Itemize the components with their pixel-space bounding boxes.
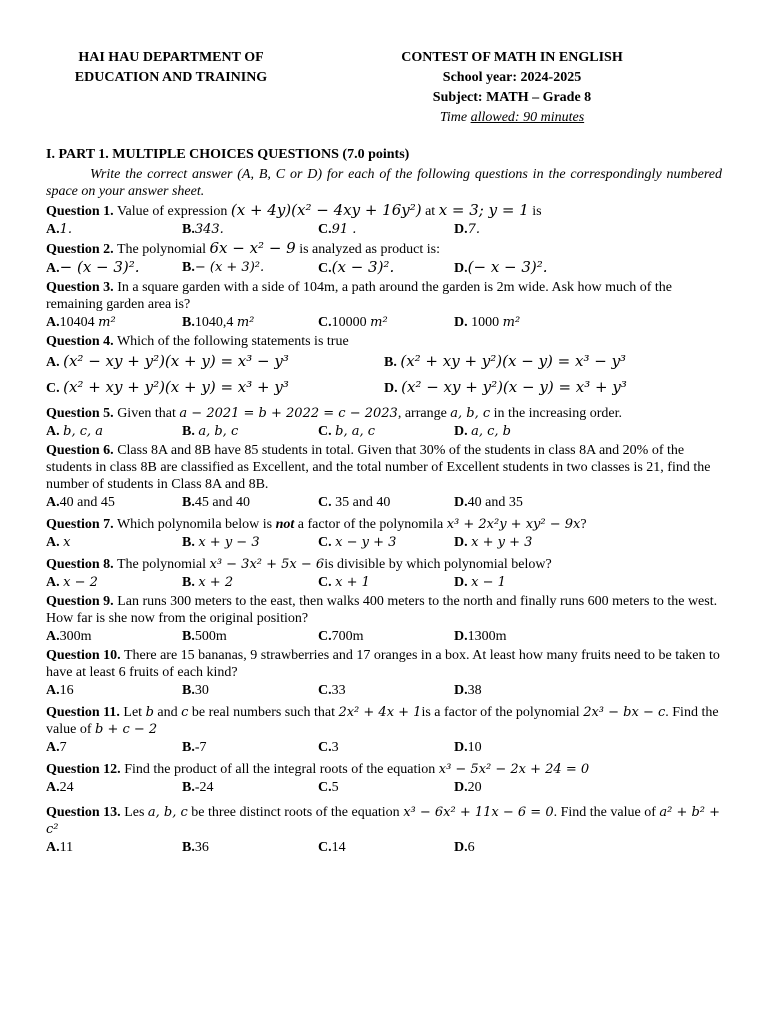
- option-c: [318, 739, 454, 756]
- question-6: [46, 442, 722, 493]
- option-value: x + y + 3: [471, 535, 533, 550]
- option-value: 36: [194, 840, 209, 855]
- option-letter: A.: [46, 222, 60, 237]
- option-letter: A.: [46, 840, 60, 855]
- option-b: [182, 423, 318, 440]
- option-value: (x² + xy + y²)(x + y) = x³ + y³: [63, 378, 289, 396]
- option-value: -7: [194, 740, 207, 755]
- option-letter: A.: [46, 740, 60, 755]
- option-value: 40 and 35: [467, 495, 523, 510]
- options-5: [46, 423, 722, 440]
- option-letter: B.: [182, 740, 195, 755]
- option-value: x: [63, 535, 71, 550]
- option-value: 10: [467, 740, 482, 755]
- option-value: 14: [331, 840, 346, 855]
- question-text: and: [157, 705, 178, 720]
- question-label: Question 4.: [46, 334, 114, 349]
- option-c: [318, 259, 454, 277]
- question-label: Question 13.: [46, 805, 121, 820]
- option-letter: B.: [182, 260, 195, 275]
- question-label: Question 11.: [46, 705, 120, 720]
- question-text: Find the product of all the integral roots of the equation: [124, 762, 436, 777]
- options-8: [46, 574, 722, 591]
- option-letter: C.: [318, 495, 332, 510]
- time-allowed: [352, 108, 672, 128]
- question-7: [46, 516, 722, 533]
- question-text: be real numbers such that: [191, 705, 335, 720]
- option-letter: B.: [182, 840, 195, 855]
- option-value: b, a, c: [335, 424, 376, 439]
- option-value: 24: [59, 780, 74, 795]
- question-4: [46, 333, 722, 350]
- question-text: Value of expression: [116, 204, 228, 219]
- option-letter: D.: [454, 261, 468, 276]
- options-12: [46, 779, 722, 796]
- option-letter: D.: [454, 222, 468, 237]
- department-line-1: HAI HAU DEPARTMENT OF: [78, 50, 264, 65]
- options-6: [46, 494, 722, 511]
- option-letter: A.: [46, 629, 60, 644]
- header-right: [352, 48, 672, 128]
- option-letter: C.: [318, 780, 332, 795]
- option-letter: A.: [46, 355, 60, 370]
- part-title: I. PART 1. MULTIPLE CHOICES QUESTIONS (7.0 points): [46, 147, 410, 162]
- option-letter: B.: [182, 683, 195, 698]
- question-text: in the increasing order.: [493, 406, 622, 421]
- question-text: In a square garden with a side of 104m, a path around the garden is 2m wide. Ask how much of the remaining garden area is?: [46, 280, 672, 312]
- option-value: x + y − 3: [198, 535, 260, 550]
- math-expression: (x + 4y)(x² − 4xy + 16y²): [230, 201, 422, 219]
- question-label: Question 8.: [46, 557, 114, 572]
- option-letter: C.: [318, 315, 332, 330]
- math-expression: a − 2021 = b + 2022 = c − 2023: [179, 406, 398, 421]
- question-text: Lan runs 300 meters to the east, then walks 400 meters to the north and finally runs 600 meters to the west. How far is she now from the original position?: [46, 594, 718, 626]
- option-value: (x − 3)².: [331, 258, 395, 276]
- option-value: 91 .: [331, 222, 357, 237]
- option-letter: B.: [182, 629, 195, 644]
- question-label: Question 12.: [46, 762, 121, 777]
- option-c: [318, 628, 454, 645]
- math-expression: a² + b² + c²: [46, 805, 721, 837]
- option-d: [384, 379, 722, 397]
- option-letter: C.: [46, 381, 60, 396]
- option-letter: D.: [454, 424, 468, 439]
- question-text: a factor of the polynomila: [297, 517, 444, 532]
- option-d: [454, 494, 590, 511]
- option-value: 1040,4: [194, 315, 234, 330]
- option-letter: C.: [318, 629, 332, 644]
- option-value: a, c, b: [471, 424, 512, 439]
- option-a: [46, 574, 182, 591]
- option-b: [182, 494, 318, 511]
- option-c: [318, 682, 454, 699]
- option-value: (x² − xy + y²)(x + y) = x³ − y³: [63, 352, 289, 370]
- option-c: [318, 779, 454, 796]
- question-text: is: [532, 204, 542, 219]
- question-text: The polynomial: [116, 242, 206, 257]
- question-text: . Find the value of: [553, 805, 656, 820]
- option-value: b, c, a: [63, 424, 104, 439]
- math-expression: 2x² + 4x + 1: [338, 705, 422, 720]
- option-unit: m²: [236, 315, 255, 330]
- option-value: 30: [194, 683, 209, 698]
- option-value: 45 and 40: [194, 495, 251, 510]
- option-a: [46, 221, 182, 238]
- option-letter: D.: [454, 495, 468, 510]
- option-letter: C.: [318, 222, 332, 237]
- question-text: is analyzed as product is:: [299, 242, 440, 257]
- option-letter: A.: [46, 261, 60, 276]
- question-5: [46, 405, 722, 422]
- option-b: [182, 628, 318, 645]
- question-text: Let: [123, 705, 143, 720]
- option-a: [46, 423, 182, 440]
- option-unit: m²: [98, 315, 116, 330]
- option-letter: A.: [46, 495, 60, 510]
- options-10: [46, 682, 722, 699]
- school-year: School year: 2024-2025: [442, 70, 582, 85]
- option-value: x − y + 3: [335, 535, 397, 550]
- option-a: [46, 534, 182, 551]
- option-d: [454, 839, 590, 856]
- option-value: 500m: [194, 629, 227, 644]
- option-c: [318, 839, 454, 856]
- option-c: [318, 314, 454, 331]
- time-duration: allowed: 90 minutes: [470, 110, 585, 125]
- option-letter: B.: [182, 535, 195, 550]
- option-value: 33: [331, 683, 346, 698]
- question-label: Question 7.: [46, 517, 114, 532]
- option-a: [46, 494, 182, 511]
- math-expression: a, b, c: [147, 805, 188, 820]
- option-c: [318, 423, 454, 440]
- option-letter: D.: [454, 629, 468, 644]
- option-letter: B.: [182, 222, 195, 237]
- option-value: (x² + xy + y²)(x − y) = x³ − y³: [400, 352, 627, 370]
- option-value: 35 and 40: [331, 495, 391, 510]
- option-letter: C.: [318, 261, 332, 276]
- option-b: [182, 259, 318, 277]
- math-expression: c: [181, 705, 189, 720]
- option-value: 40 and 45: [59, 495, 115, 510]
- option-value: 343.: [194, 222, 224, 237]
- math-expression: x³ − 5x² − 2x + 24 = 0: [438, 762, 590, 777]
- option-letter: B.: [182, 495, 195, 510]
- option-letter: D.: [454, 683, 468, 698]
- option-value: 1000: [467, 315, 500, 330]
- options-7: [46, 534, 722, 551]
- options-4-row-2: [46, 379, 722, 397]
- option-value: (− x − 3)².: [467, 258, 548, 276]
- option-value: 1300m: [467, 629, 507, 644]
- option-value: 1.: [59, 222, 73, 237]
- question-1: [46, 202, 722, 220]
- question-label: Question 10.: [46, 648, 121, 663]
- math-expression: a, b, c: [450, 406, 491, 421]
- option-a: [46, 353, 384, 371]
- options-2: [46, 259, 722, 277]
- question-9: [46, 593, 722, 627]
- option-value: 10404: [59, 315, 95, 330]
- question-label: Question 1.: [46, 204, 114, 219]
- option-letter: C.: [318, 424, 332, 439]
- option-letter: A.: [46, 315, 60, 330]
- question-10: [46, 647, 722, 681]
- option-b: [182, 739, 318, 756]
- option-letter: A.: [46, 683, 60, 698]
- option-a: [46, 628, 182, 645]
- option-letter: B.: [182, 315, 195, 330]
- math-expression: 2x³ − bx − c: [583, 705, 666, 720]
- question-11: [46, 704, 722, 738]
- option-letter: A.: [46, 575, 60, 590]
- option-b: [182, 221, 318, 238]
- question-text: . Find the value of: [46, 705, 719, 737]
- option-letter: D.: [454, 740, 468, 755]
- math-expression: b: [145, 705, 154, 720]
- option-letter: D.: [454, 780, 468, 795]
- option-d: [454, 534, 590, 551]
- math-expression: x = 3; y = 1: [438, 201, 529, 219]
- question-2: [46, 240, 722, 258]
- option-letter: C.: [318, 683, 332, 698]
- option-value: 20: [467, 780, 482, 795]
- options-13: [46, 839, 722, 856]
- question-text: Which of the following statements is true: [116, 334, 349, 349]
- question-13: [46, 804, 722, 838]
- time-prefix: Time: [439, 110, 471, 125]
- department-line-2: EDUCATION AND TRAINING: [74, 70, 268, 85]
- instruction: Write the correct answer (A, B, C or D) for each of the following questions in the correspondingly numbered space on your answer sheet.: [46, 167, 722, 199]
- option-b: [182, 682, 318, 699]
- option-value: 38: [467, 683, 482, 698]
- option-letter: C.: [318, 535, 332, 550]
- question-label: Question 3.: [46, 280, 114, 295]
- math-expression: x³ − 3x² + 5x − 6: [209, 557, 325, 572]
- option-b: [182, 534, 318, 551]
- option-a: [46, 259, 182, 277]
- option-value: 700m: [331, 629, 364, 644]
- option-value: 10000: [331, 315, 367, 330]
- option-value: 11: [59, 840, 74, 855]
- option-value: − (x − 3)².: [59, 258, 140, 276]
- question-label: Question 5.: [46, 406, 114, 421]
- option-b: [182, 779, 318, 796]
- option-letter: B.: [182, 780, 195, 795]
- option-value: − (x + 3)².: [194, 260, 265, 275]
- option-value: a, b, c: [198, 424, 239, 439]
- option-d: [454, 314, 590, 331]
- options-4-row-1: [46, 353, 722, 371]
- option-value: 300m: [59, 629, 92, 644]
- option-d: [454, 739, 590, 756]
- option-letter: C.: [318, 575, 332, 590]
- option-letter: C.: [318, 840, 332, 855]
- option-b: [182, 839, 318, 856]
- option-d: [454, 221, 590, 238]
- option-letter: D.: [454, 575, 468, 590]
- option-value: 5: [331, 780, 339, 795]
- question-text: The polynomial: [116, 557, 206, 572]
- header-left: [40, 48, 302, 88]
- option-letter: A.: [46, 535, 60, 550]
- options-3: [46, 314, 722, 331]
- question-text: Class 8A and 8B have 85 students in total. Given that 30% of the students in class 8A and 20% of the students in class 8B are classified as Excellent, and the total number of Excellent students in two classes is 21, find the number of students in Class 8A and 8B.: [46, 443, 711, 492]
- option-a: [46, 682, 182, 699]
- option-b: [182, 314, 318, 331]
- option-letter: D.: [384, 381, 398, 396]
- options-9: [46, 628, 722, 645]
- option-c: [318, 494, 454, 511]
- option-d: [454, 779, 590, 796]
- option-value: 16: [59, 683, 74, 698]
- question-label: Question 6.: [46, 443, 114, 458]
- option-d: [454, 423, 590, 440]
- option-value: 7: [59, 740, 67, 755]
- question-text: Given that: [117, 406, 176, 421]
- exam-content: [46, 146, 722, 856]
- option-a: [46, 739, 182, 756]
- option-value: 6: [467, 840, 475, 855]
- option-d: [454, 682, 590, 699]
- option-c: [318, 574, 454, 591]
- option-b: [182, 574, 318, 591]
- math-expression: x³ − 6x² + 11x − 6 = 0: [403, 805, 554, 820]
- subject: Subject: MATH – Grade 8: [432, 90, 592, 105]
- question-text: , arrange: [397, 406, 447, 421]
- math-expression: x³ + 2x²y + xy² − 9x: [446, 517, 581, 532]
- question-3: [46, 279, 722, 313]
- option-letter: A.: [46, 424, 60, 439]
- option-letter: B.: [182, 575, 195, 590]
- option-c: [318, 221, 454, 238]
- option-unit: m²: [370, 315, 388, 330]
- option-c: [318, 534, 454, 551]
- math-expression: b + c − 2: [94, 722, 158, 737]
- option-letter: D.: [454, 315, 468, 330]
- option-d: [454, 628, 590, 645]
- option-c: [46, 379, 384, 397]
- question-label: Question 9.: [46, 594, 114, 609]
- option-value: 3: [331, 740, 339, 755]
- option-letter: D.: [454, 840, 468, 855]
- option-d: [454, 259, 590, 277]
- option-value: -24: [194, 780, 214, 795]
- option-value: 7.: [467, 222, 481, 237]
- option-value: x − 2: [63, 575, 98, 590]
- option-value: x + 2: [198, 575, 234, 590]
- option-value: x + 1: [335, 575, 370, 590]
- option-value: x − 1: [471, 575, 506, 590]
- option-a: [46, 314, 182, 331]
- option-letter: D.: [454, 535, 468, 550]
- question-text: ?: [580, 517, 587, 532]
- question-text: at: [425, 204, 436, 219]
- question-12: [46, 761, 722, 778]
- question-text: Les: [124, 805, 145, 820]
- question-text: is divisible by which polynomial below?: [324, 557, 552, 572]
- option-unit: m²: [502, 315, 521, 330]
- question-text: be three distinct roots of the equation: [191, 805, 400, 820]
- contest-title: CONTEST OF MATH IN ENGLISH: [401, 50, 623, 65]
- question-text: is a factor of the polynomial: [421, 705, 580, 720]
- math-expression: 6x − x² − 9: [209, 239, 296, 257]
- option-a: [46, 779, 182, 796]
- emphasis: not: [275, 517, 295, 532]
- option-d: [454, 574, 590, 591]
- option-letter: C.: [318, 740, 332, 755]
- options-1: [46, 221, 722, 238]
- option-letter: B.: [384, 355, 397, 370]
- question-text: There are 15 bananas, 9 strawberries and 17 oranges in a box. At least how many fruits need to be taken to have at least 6 fruits of each kind?: [46, 648, 720, 680]
- option-value: (x² − xy + y²)(x − y) = x³ + y³: [401, 378, 627, 396]
- option-b: [384, 353, 722, 371]
- options-11: [46, 739, 722, 756]
- question-8: [46, 556, 722, 573]
- option-letter: A.: [46, 780, 60, 795]
- option-a: [46, 839, 182, 856]
- question-label: Question 2.: [46, 242, 114, 257]
- option-letter: B.: [182, 424, 195, 439]
- question-text: Which polynomila below is: [116, 517, 273, 532]
